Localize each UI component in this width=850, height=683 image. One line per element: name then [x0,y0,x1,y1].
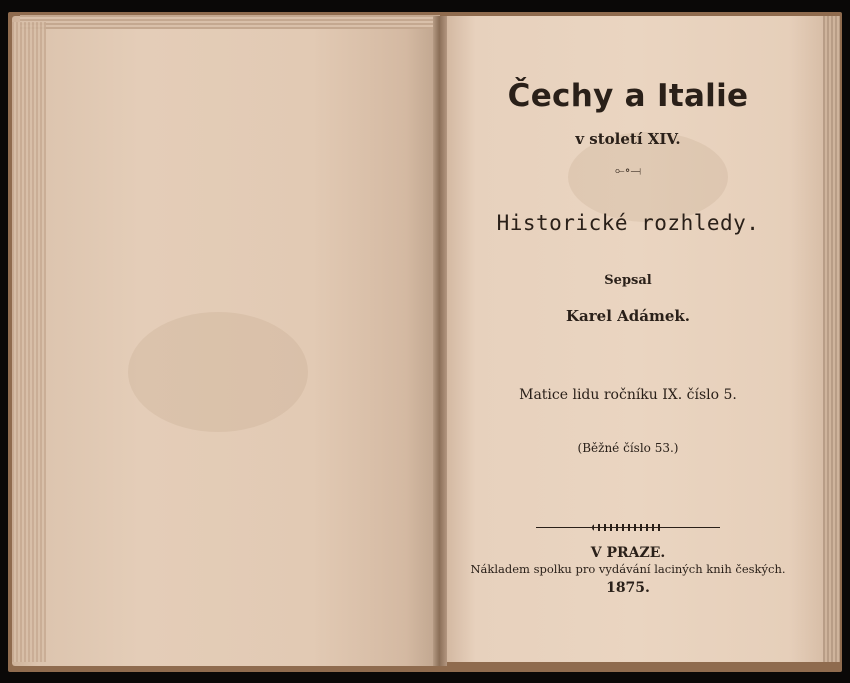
page-stack-top-edge [20,15,440,29]
ornament-rule [437,517,819,536]
paper-stain [128,312,308,432]
page-stack-right-edge [823,16,840,662]
publication-place: V PRAZE. [590,545,666,561]
ornament-divider: ⟜∘⟞ [615,163,641,177]
written-by-label: Sepsal [604,273,652,288]
issue-number: (Běžné číslo 53.) [577,441,679,455]
author-name: Karel Adámek. [566,307,690,325]
book-title: Čechy a Italie [507,78,749,114]
page-stack-left-edge [12,22,46,662]
book-subtitle: v století XIV. [575,130,681,148]
publication-year: 1875. [606,580,650,596]
series-info: Matice lidu ročníku IX. číslo 5. [519,387,737,403]
subject-heading: Historické rozhledy. [496,211,760,235]
publisher-line: Nákladem spolku pro vydávání laciných knih českých. [470,562,786,576]
